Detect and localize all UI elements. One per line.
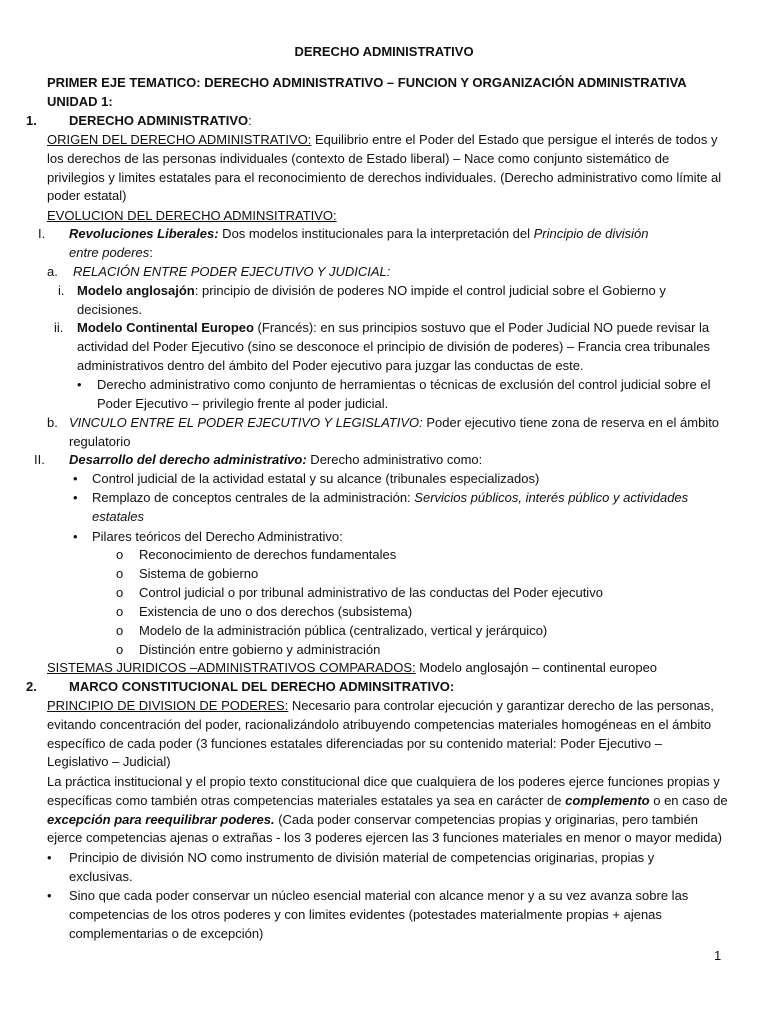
vinculo-item bbox=[69, 414, 721, 452]
section-2-heading: MARCO CONSTITUCIONAL DEL DERECHO ADMINSITRATIVO: bbox=[69, 679, 455, 694]
pilar-item: Existencia de uno o dos derechos (subsistema) bbox=[139, 604, 413, 619]
modelo-anglosajon-text: : principio de división de poderes NO impide el control judicial sobre el Gobierno y decisiones. bbox=[77, 283, 666, 317]
modelo-anglosajon-item bbox=[77, 282, 687, 320]
remplazo-italic: Servicios públicos, interés público y actividades estatales bbox=[92, 490, 689, 524]
pilar-item: Control judicial o por tribunal administrativo de las conductas del Poder ejecutivo bbox=[139, 585, 603, 600]
unidad-heading: UNIDAD 1: bbox=[47, 94, 113, 109]
roman-I-marker: I. bbox=[38, 226, 46, 241]
origen-label: ORIGEN DEL DERECHO ADMINISTRATIVO: bbox=[47, 132, 312, 147]
section-1-heading bbox=[69, 112, 749, 131]
sub-bullet-marker: o bbox=[116, 623, 124, 638]
relacion-heading: RELACIÓN ENTRE PODER EJECUTIVO Y JUDICIAL: bbox=[73, 264, 391, 279]
origen-text: Equilibrio entre el Poder del Estado que persigue el interés de todos y los derechos de las personas individuales (contexto de Estado liberal) – Nace como conjunto sistemático de privilegios y limites estatales para el reconocimiento de derechos individuales. (Derecho administrativo como límite al poder estatal) bbox=[47, 132, 722, 204]
principio-text: Necesario para controlar ejecución y garantizar derecho de las personas, evitando concentración del poder, racionalizándolo atribuyendo competencias materiales homogéneas en el ámbito específico de cada poder (3 funciones estatales diferenciadas por su contenido material: Poder Ejecutivo – Legislativo – Judicial) bbox=[47, 698, 714, 770]
desarrollo-label: Desarrollo del derecho administrativo: bbox=[69, 452, 307, 467]
principio-paragraph bbox=[47, 697, 727, 772]
exclusion-bullet: Derecho administrativo como conjunto de herramientas o técnicas de exclusión del control judicial sobre el Poder Ejecutivo – privilegio frente al poder judicial. bbox=[97, 377, 711, 411]
sub-bullet-marker: o bbox=[116, 547, 124, 562]
bullet-dot: • bbox=[47, 850, 52, 865]
bullet-dot: • bbox=[73, 490, 78, 505]
evolucion-label: EVOLUCION DEL DERECHO ADMINSITRATIVO: bbox=[47, 208, 337, 223]
practica-text-2: o en caso de bbox=[649, 792, 728, 808]
sub-bullet-marker: o bbox=[116, 585, 124, 600]
pilar-item: Modelo de la administración pública (centralizado, vertical y jerárquico) bbox=[139, 623, 548, 638]
sub-bullet-marker: o bbox=[116, 642, 124, 657]
revoluciones-end: : bbox=[149, 244, 153, 260]
bullet-dot: • bbox=[73, 471, 78, 486]
pilar-item: Sistema de gobierno bbox=[139, 566, 259, 581]
desarrollo-item bbox=[69, 451, 749, 470]
remplazo-bullet bbox=[92, 489, 717, 527]
eje-heading: PRIMER EJE TEMATICO: DERECHO ADMINISTRATIVO – FUNCION Y ORGANIZACIÓN ADMINISTRATIVA bbox=[47, 75, 687, 90]
revoluciones-italic: Principio de división entre poderes bbox=[69, 226, 649, 260]
modelo-continental-label: Modelo Continental Europeo bbox=[77, 320, 254, 335]
bullet-dot: • bbox=[77, 377, 82, 392]
sub-bullet-marker: o bbox=[116, 604, 124, 619]
remplazo-text: Remplazo de conceptos centrales de la administración: bbox=[92, 490, 415, 505]
practica-text-3: (Cada poder conservar competencias propias y originarias, pero también ejerce competencias ajenas o extrañas - los 3 poderes ejercen las 3 funciones materiales en menor o mayor medida) bbox=[47, 811, 722, 846]
roman-i-marker: i. bbox=[58, 283, 65, 298]
sub-bullet-marker: o bbox=[116, 566, 124, 581]
control-judicial-bullet: Control judicial de la actividad estatal y su alcance (tribunales especializados) bbox=[92, 471, 540, 486]
bullet-dot: • bbox=[47, 888, 52, 903]
alpha-b-marker: b. bbox=[47, 415, 58, 430]
practica-text-1: La práctica institucional y el propio texto constitucional dice que cualquiera de los poderes ejerce funciones propias y específicas como también otras competencias materiales estatales ya sea en carácter de bbox=[47, 774, 720, 808]
document-title: DERECHO ADMINISTRATIVO bbox=[294, 44, 474, 59]
bullet-dot: • bbox=[73, 529, 78, 544]
revoluciones-item bbox=[69, 225, 681, 263]
origen-paragraph bbox=[47, 131, 727, 206]
section-1-colon: : bbox=[248, 113, 252, 128]
sistemas-paragraph bbox=[47, 659, 727, 678]
pilar-item: Distinción entre gobierno y administración bbox=[139, 642, 381, 657]
revoluciones-label: Revoluciones Liberales: bbox=[69, 226, 219, 241]
page-number: 1 bbox=[714, 948, 722, 963]
principio-label: PRINCIPIO DE DIVISION DE PODERES: bbox=[47, 698, 289, 713]
practica-paragraph bbox=[47, 773, 729, 848]
section-1-number: 1. bbox=[26, 113, 37, 128]
roman-II-marker: II. bbox=[34, 452, 45, 467]
section-2-number: 2. bbox=[26, 679, 37, 694]
modelo-anglosajon-label: Modelo anglosajón bbox=[77, 283, 195, 298]
sistemas-label: SISTEMAS JURIDICOS –ADMINISTRATIVOS COMPARADOS: bbox=[47, 660, 416, 675]
desarrollo-text: Derecho administrativo como: bbox=[306, 452, 483, 467]
revoluciones-text: Dos modelos institucionales para la interpretación del bbox=[218, 226, 534, 241]
principio-bullet: Principio de división NO como instrumento de división material de competencias originarias, propias y exclusivas. bbox=[69, 850, 655, 884]
sistemas-text: Modelo anglosajón – continental europeo bbox=[415, 660, 658, 675]
pilares-bullet: Pilares teóricos del Derecho Administrativo: bbox=[92, 529, 343, 544]
modelo-continental-item bbox=[77, 319, 715, 375]
vinculo-label: VINCULO ENTRE EL PODER EJECUTIVO Y LEGISLATIVO: bbox=[69, 415, 423, 430]
practica-excepcion: excepción para reequilibrar poderes. bbox=[47, 811, 275, 827]
modelo-continental-text: (Francés): en sus principios sostuvo que el Poder Judicial NO puede revisar la actividad del Poder Ejecutivo (sino se desconoce el principio de división de poderes) – Francia crea tribunales administrativos dentro del ámbito del Poder ejecutivo para juzgar las conductas de este. bbox=[77, 320, 711, 373]
practica-complemento: complemento bbox=[565, 792, 650, 808]
section-1-title: DERECHO ADMINISTRATIVO bbox=[69, 113, 249, 128]
alpha-a-marker: a. bbox=[47, 264, 58, 279]
nucleo-bullet: Sino que cada poder conservar un núcleo esencial material con alcance menor y a su vez avanza sobre las competencias de los otros poderes y con limites evidentes (potestades materialmente propias + ajenas complementarias o de excepción) bbox=[69, 888, 689, 941]
vinculo-text: Poder ejecutivo tiene zona de reserva en el ámbito regulatorio bbox=[69, 415, 720, 449]
pilar-item: Reconocimiento de derechos fundamentales bbox=[139, 547, 397, 562]
roman-ii-marker: ii. bbox=[54, 320, 64, 335]
